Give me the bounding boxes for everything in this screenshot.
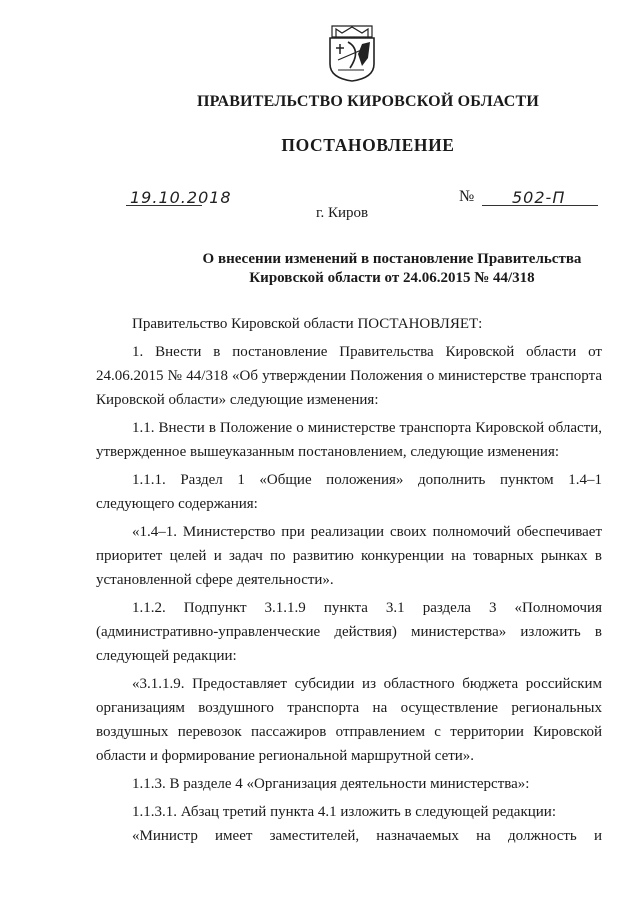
organization-name: ПРАВИТЕЛЬСТВО КИРОВСКОЙ ОБЛАСТИ <box>196 93 540 110</box>
paragraph: Правительство Кировской области ПОСТАНОВЛЯЕТ: <box>132 316 483 332</box>
paragraph: 1.1.1. Раздел 1 «Общие положения» дополнить пунктом 1.4–1 следующего содержания: <box>96 472 602 512</box>
document-number: 502-П <box>512 188 566 207</box>
number-sign: № <box>459 188 475 205</box>
subject-line-2: Кировской области от 24.06.2015 № 44/318 <box>249 270 535 286</box>
number-underline <box>482 205 598 206</box>
paragraph: 1.1.3.1. Абзац третий пункта 4.1 изложить в следующей редакции: <box>132 804 557 820</box>
coat-of-arms-icon <box>328 24 376 82</box>
document-body <box>96 312 602 848</box>
document-subject <box>128 250 608 288</box>
date-underline <box>126 205 202 206</box>
paragraph: 1.1. Внести в Положение о министерстве транспорта Кировской области, утвержденное вышеуказанным постановлением, следующие изменения: <box>96 420 602 460</box>
document-date: 19.10.2018 <box>130 188 232 207</box>
paragraph: «1.4–1. Министерство при реализации своих полномочий обеспечивает приоритет целей и задач по развитию конкуренции на товарных рынках в установленной сфере деятельности». <box>96 524 602 588</box>
city: г. Киров <box>316 205 369 221</box>
paragraph: «Министр имеет заместителей, назначаемых на должность и <box>132 828 602 844</box>
paragraph: 1. Внести в постановление Правительства Кировской области от 24.06.2015 № 44/318 «Об утверждении Положения о министерстве транспорта Кировской области» следующие изменения: <box>96 344 602 408</box>
paragraph: 1.1.2. Подпункт 3.1.1.9 пункта 3.1 раздела 3 «Полномочия (административно-управленческие действия) министерства» изложить в следующей редакции: <box>96 600 602 664</box>
document-type: ПОСТАНОВЛЕНИЕ <box>281 135 455 155</box>
subject-line-1: О внесении изменений в постановление Правительства <box>202 251 582 267</box>
paragraph: «3.1.1.9. Предоставляет субсидии из областного бюджета российским организациям воздушного транспорта на осуществление региональных воздушных перевозок пассажиров отправлением с территории Кировской области и формирование региональной маршрутной сети». <box>96 676 602 764</box>
paragraph: 1.1.3. В разделе 4 «Организация деятельности министерства»: <box>132 776 530 792</box>
